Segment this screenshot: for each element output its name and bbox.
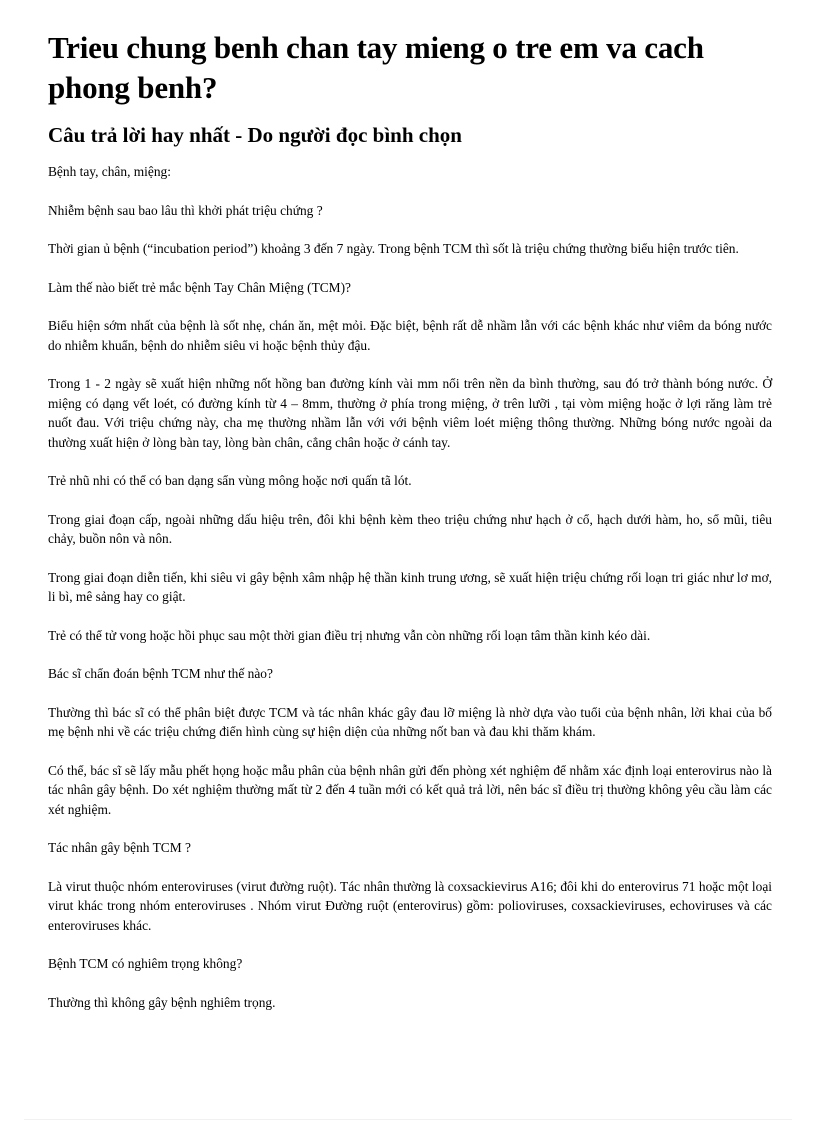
paragraph: Thời gian ủ bệnh (“incubation period”) khoảng 3 đến 7 ngày. Trong bệnh TCM thì sốt là triệu chứng thường biểu hiện trước tiên. (48, 241, 739, 256)
paragraph: Trong giai đoạn diễn tiến, khi siêu vi gây bệnh xâm nhập hệ thần kinh trung ương, sẽ xuất hiện triệu chứng rối loạn tri giác như lơ mơ, li bì, mê sảng hay co giật. (48, 569, 772, 604)
page-bottom-divider (24, 1119, 792, 1120)
paragraph: Tác nhân gây bệnh TCM ? (48, 840, 191, 855)
paragraph: Có thể, bác sĩ sẽ lấy mẫu phết họng hoặc mẫu phân của bệnh nhân gửi đến phòng xét nghiệm để nhằm xác định loại enterovirus nào là tác nhân gây bệnh. Do xét nghiệm thường mất từ 2 đến 4 tuần mới có kết quả trả lời, nên bác sĩ điều trị thường không yêu cầu làm các xét nghiệm. (48, 762, 772, 817)
paragraph: Trẻ nhũ nhi có thể có ban dạng sẩn vùng mông hoặc nơi quấn tã lót. (48, 473, 412, 488)
paragraph: Thường thì bác sĩ có thể phân biệt được TCM và tác nhân khác gây đau lỡ miệng là nhờ dựa vào tuổi của bệnh nhân, lời khai của bố mẹ bệnh nhi về các triệu chứng điển hình cùng sự hiện diện của những nốt ban và đau khi thăm khám. (48, 704, 772, 739)
paragraph: Nhiễm bệnh sau bao lâu thì khởi phát triệu chứng ? (48, 202, 323, 218)
paragraph: Bệnh tay, chân, miệng: (48, 164, 171, 179)
page-subtitle: Câu trả lời hay nhất - Do người đọc bình chọn (48, 123, 462, 147)
paragraph: Trong giai đoạn cấp, ngoài những dấu hiệu trên, đôi khi bệnh kèm theo triệu chứng như hạch ở cổ, hạch dưới hàm, ho, sổ mũi, tiêu chảy, buồn nôn và nôn. (48, 511, 772, 546)
document-page (48, 28, 772, 1012)
paragraph: Thường thì không gây bệnh nghiêm trọng. (48, 994, 276, 1010)
paragraph: Trẻ có thể tử vong hoặc hồi phục sau một thời gian điều trị nhưng vẫn còn những rối loạn tâm thần kinh kéo dài. (48, 627, 651, 643)
paragraph: Bác sĩ chẩn đoán bệnh TCM như thế nào? (48, 666, 273, 681)
paragraph: Biểu hiện sớm nhất của bệnh là sốt nhẹ, chán ăn, mệt mỏi. Đặc biệt, bệnh rất dễ nhầm lẫn với các bệnh khác như viêm da bóng nước do nhiễm khuẩn, bệnh do nhiễm siêu vi hoặc bệnh thủy đậu. (48, 318, 772, 353)
paragraph: Là virut thuộc nhóm enteroviruses (virut đường ruột). Tác nhân thường là coxsackievirus A16; đôi khi do enterovirus 71 hoặc một loại virut khác trong nhóm enteroviruses . Nhóm virut Đường ruột (enterovirus) gồm: polioviruses, coxsackieviruses, echoviruses và các enteroviruses khác. (48, 878, 772, 933)
paragraph: Bệnh TCM có nghiêm trọng không? (48, 956, 243, 971)
page-title: Trieu chung benh chan tay mieng o tre em va cach phong benh? (48, 30, 704, 105)
paragraph: Trong 1 - 2 ngày sẽ xuất hiện những nốt hồng ban đường kính vài mm nổi trên nền da bình thường, sau đó trở thành bóng nước. Ở miệng có dạng vết loét, có đường kính từ 4 – 8mm, thường ở phía trong miệng, ở trên lưỡi , tại vòm miệng hoặc ở lợi răng làm trẻ nuốt đau. Với triệu chứng này, cha mẹ thường nhầm lẫn với với bệnh viêm loét miệng thông thường. Những bóng nước ngoài da thường xuất hiện ở lòng bàn tay, lòng bàn chân, cẳng chân hoặc ở cánh tay. (48, 376, 772, 450)
paragraph: Làm thế nào biết trẻ mắc bệnh Tay Chân Miệng (TCM)? (48, 279, 351, 295)
